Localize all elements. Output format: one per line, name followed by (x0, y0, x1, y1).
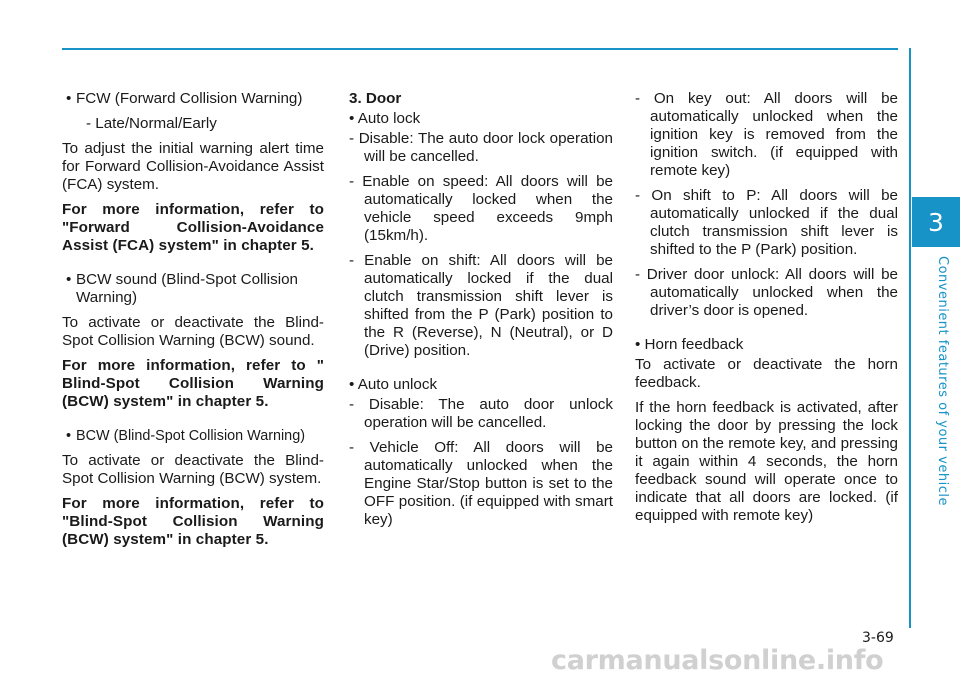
auto-unlock-item: - Driver door unlock: All doors will be automatically unlocked when the driver’s door is opened. (635, 266, 898, 319)
fcw-description: To adjust the initial warning alert time for Forward Collision-Avoidance Assist (FCA) system. (62, 140, 324, 193)
bcw-sound-reference: For more information, refer to " Blind-Spot Collision Warning (BCW) system" in chapter 5. (62, 357, 324, 410)
page-number: 3-69 (862, 630, 894, 646)
bcw-sound-bullet (62, 271, 324, 307)
bcw-sound-description: To activate or deactivate the Blind-Spot Collision Warning (BCW) sound. (62, 314, 324, 349)
chapter-tab: 3 (912, 197, 960, 247)
column-2 (349, 90, 613, 536)
bcw-bullet (62, 427, 324, 445)
fcw-bullet-text: FCW (Forward Collision Warning) (76, 90, 303, 107)
bullet-dot-icon: • (66, 90, 72, 107)
side-rule (909, 48, 911, 628)
auto-lock-item: - Enable on speed: All doors will be automatically locked when the vehicle speed exceeds 9mph (15km/h). (349, 173, 613, 244)
auto-unlock-item: - Vehicle Off: All doors will be automatically unlocked when the Engine Star/Stop button is set to the OFF position. (if equipped with smart key) (349, 439, 613, 528)
horn-feedback-description: To activate or deactivate the horn feedback. (635, 356, 898, 391)
fcw-options: - Late/Normal/Early (86, 115, 217, 132)
door-heading: 3. Door (349, 90, 402, 107)
watermark: carmanualsonline.info (551, 645, 884, 676)
auto-unlock-item: - On key out: All doors will be automatically unlocked when the ignition key is removed from the ignition switch. (if equipped with remote key) (635, 90, 898, 179)
bcw-bullet-text: BCW (Blind-Spot Collision Warning) (76, 428, 305, 444)
auto-unlock-bullet: • Auto unlock (349, 376, 438, 393)
auto-lock-item: - Enable on shift: All doors will be automatically locked if the dual clutch transmission shift lever is shifted from the P (Park) position to the R (Reverse), N (Neutral), or D (Drive) position. (349, 252, 613, 359)
chapter-title: Convenient features of your vehicle (935, 256, 950, 506)
column-1 (62, 90, 324, 556)
fcw-bullet (62, 90, 324, 108)
auto-unlock-item: - On shift to P: All doors will be automatically unlocked if the dual clutch transmission shift lever is shifted to the P (Park) position. (635, 187, 898, 258)
auto-lock-item: - Disable: The auto door lock operation will be cancelled. (349, 130, 613, 165)
bcw-sound-bullet-text: BCW sound (Blind-Spot Collision Warning) (76, 271, 298, 306)
bcw-reference: For more information, refer to "Blind-Spot Collision Warning (BCW) system" in chapter 5. (62, 495, 324, 548)
bullet-dot-icon: • (66, 271, 72, 288)
header-rule (62, 48, 898, 50)
fcw-reference: For more information, refer to "Forward Collision-Avoidance Assist (FCA) system" in chapter 5. (62, 201, 324, 254)
bcw-description: To activate or deactivate the Blind-Spot Collision Warning (BCW) system. (62, 452, 324, 487)
horn-feedback-detail: If the horn feedback is activated, after locking the door by pressing the lock button on the remote key, and pressing it again within 4 seconds, the horn feedback sound will operate once to indicate that all doors are locked. (if equipped with remote key) (635, 399, 898, 524)
auto-lock-bullet: • Auto lock (349, 110, 421, 127)
column-3 (635, 90, 898, 532)
auto-unlock-item: - Disable: The auto door unlock operation will be cancelled. (349, 396, 613, 431)
horn-feedback-bullet: • Horn feedback (635, 336, 744, 353)
bullet-dot-icon: • (66, 428, 72, 444)
